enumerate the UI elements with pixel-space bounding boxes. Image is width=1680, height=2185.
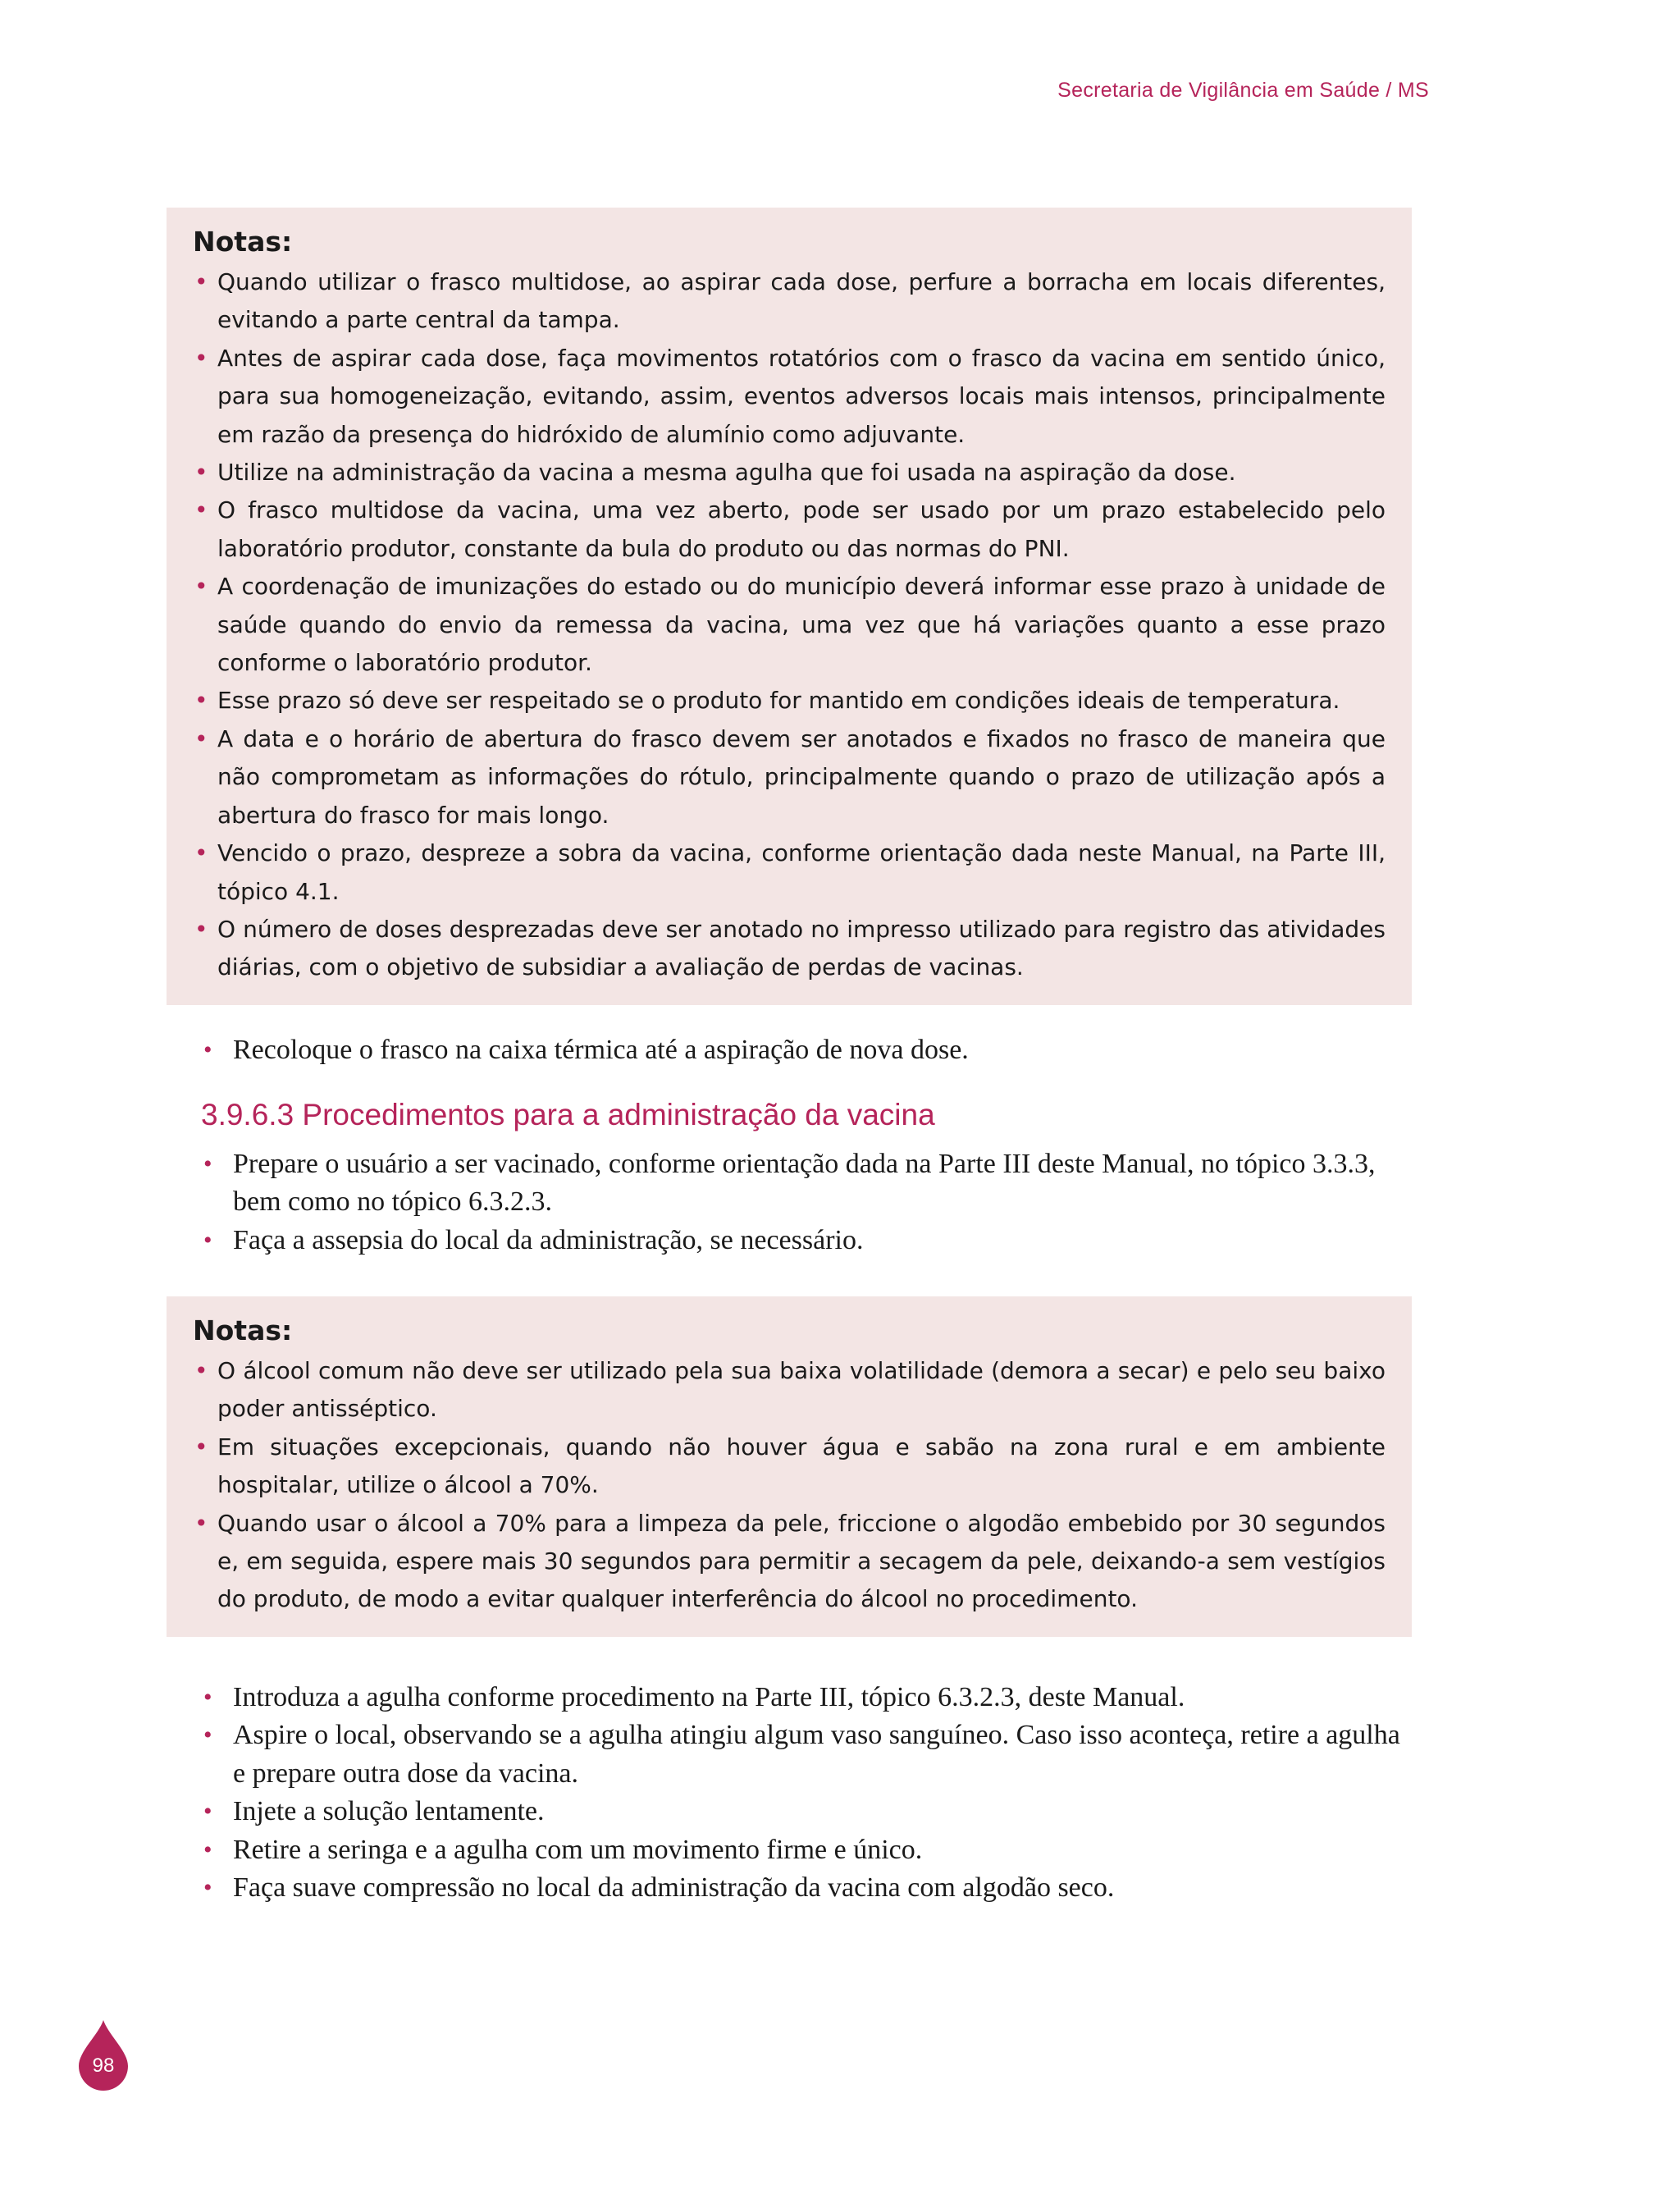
bullet-icon: • [203,1721,212,1749]
list-item-text: Em situações excepcionais, quando não houver água e sabão na zona rural e em ambiente hospitalar, utilize o álcool a 70%. [217,1433,1386,1499]
list-item [193,682,1386,720]
notes-list [193,1352,1386,1619]
list-item-text: Aspire o local, observando se a agulha atingiu algum vaso sanguíneo. Caso isso aconteça, retire a agulha e prepare outra dose da vacina. [233,1720,1400,1789]
bullet-icon: • [194,1509,208,1537]
bullet-icon: • [194,1357,208,1384]
bullet-icon: • [194,496,208,524]
list-item [193,568,1386,682]
page-number: 98 [92,2055,115,2077]
bullet-icon: • [194,459,208,487]
bullet-icon: • [194,725,208,752]
list-item [203,1869,1414,1907]
notes-box-2 [167,1296,1412,1637]
section-heading: 3.9.6.3 Procedimentos para a administração da vacina [201,1098,935,1131]
list-item [203,1679,1414,1716]
list-item [193,340,1386,454]
bullet-icon: • [194,915,208,943]
running-header: Secretaria de Vigilância em Saúde / MS [1057,79,1429,102]
list-item [203,1031,1414,1069]
list-item-text: Vencido o prazo, despreze a sobra da vacina, conforme orientação dada neste Manual, na Parte III, tópico 4.1. [217,839,1386,905]
bullet-icon: • [194,1433,208,1460]
list-item-text: A coordenação de imunizações do estado ou do município deverá informar esse prazo à unidade de saúde quando do envio da remessa da vacina, uma vez que há variações quanto a esse prazo conforme o laboratório produtor. [217,573,1386,677]
list-item [193,1505,1386,1619]
list-item [203,1145,1414,1222]
list-item-text: O número de doses desprezadas deve ser anotado no impresso utilizado para registro das atividades diárias, com o objetivo de subsidiar a avaliação de perdas de vacinas. [217,915,1386,981]
list-item-text: Quando usar o álcool a 70% para a limpeza da pele, friccione o algodão embebido por 30 segundos e, em seguida, espere mais 30 segundos para permitir a secagem da pele, deixando-a sem vestígios do produto, de modo a evitar qualquer interferência do álcool no procedimento. [217,1509,1386,1613]
list-item [193,454,1386,491]
list-item-text: Introduza a agulha conforme procedimento na Parte III, tópico 6.3.2.3, deste Manual. [233,1682,1185,1712]
notes-title: Notas: [193,1314,293,1346]
list-item [193,491,1386,568]
list-item [193,911,1386,987]
list-item [203,1222,1414,1259]
list-item-text: Antes de aspirar cada dose, faça movimentos rotatórios com o frasco da vacina em sentido único, para sua homogeneização, evitando, assim, eventos adversos locais mais intensos, principalmente em razão da presença do hidróxido de alumínio como adjuvante. [217,344,1386,448]
list-item-text: Recoloque o frasco na caixa térmica até a aspiração de nova dose. [233,1035,969,1065]
list-item [203,1793,1414,1831]
page-number-badge [77,2018,130,2092]
list-item [203,1831,1414,1869]
procedure-list-a [203,1031,1414,1069]
list-item-text: Prepare o usuário a ser vacinado, conforme orientação dada na Parte III deste Manual, no tópico 3.3.3, bem como no tópico 6.3.2.3. [233,1149,1376,1218]
bullet-icon: • [194,268,208,295]
list-item [193,834,1386,911]
bullet-icon: • [194,839,208,867]
bullet-icon: • [203,1874,212,1902]
list-item [193,1428,1386,1505]
list-item-text: Esse prazo só deve ser respeitado se o produto for mantido em condições ideais de temperatura. [217,687,1340,715]
list-item [193,720,1386,834]
bullet-icon: • [194,344,208,372]
procedure-list-b [203,1145,1414,1259]
bullet-icon: • [194,573,208,601]
list-item-text: Utilize na administração da vacina a mesma agulha que foi usada na aspiração da dose. [217,459,1236,487]
bullet-icon: • [203,1036,212,1063]
list-item-text: Faça suave compressão no local da administração da vacina com algodão seco. [233,1872,1115,1904]
list-item-text: A data e o horário de abertura do frasco devem ser anotados e fixados no frasco de maneira que não comprometam as informações do rótulo, principalmente quando o prazo de utilização após a abertura do frasco for mais longo. [217,725,1386,829]
bullet-icon: • [194,687,208,715]
bullet-icon: • [203,1684,212,1711]
list-item [193,263,1386,340]
procedure-list-c [203,1679,1414,1907]
list-item-text: Faça a assepsia do local da administração, se necessário. [233,1224,864,1255]
list-item-text: Retire a seringa e a agulha com um movimento firme e único. [233,1834,923,1865]
list-item-text: Injete a solução lentamente. [233,1796,545,1827]
notes-title: Notas: [193,226,293,258]
bullet-icon: • [203,1835,212,1863]
list-item-text: O álcool comum não deve ser utilizado pela sua baixa volatilidade (demora a secar) e pelo seu baixo poder antisséptico. [217,1357,1386,1423]
list-item [193,1352,1386,1428]
notes-list [193,263,1386,987]
bullet-icon: • [203,1798,212,1826]
notes-box-1 [167,208,1412,1005]
list-item-text: O frasco multidose da vacina, uma vez aberto, pode ser usado por um prazo estabelecido pelo laboratório produtor, constante da bula do produto ou das normas do PNI. [217,496,1386,562]
bullet-icon: • [203,1226,212,1254]
bullet-icon: • [203,1150,212,1177]
list-item-text: Quando utilizar o frasco multidose, ao aspirar cada dose, perfure a borracha em locais diferentes, evitando a parte central da tampa. [217,268,1386,334]
list-item [203,1716,1414,1793]
